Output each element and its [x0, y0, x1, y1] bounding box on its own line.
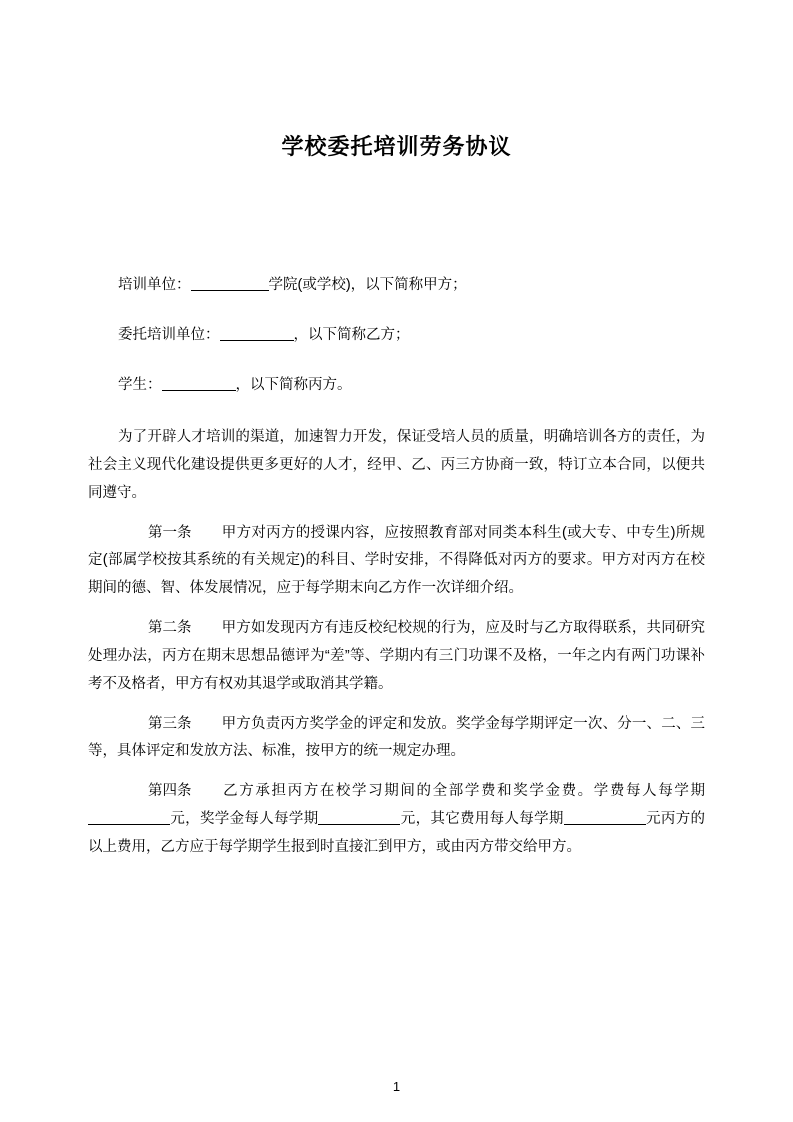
clause-four-blank-other-fees[interactable] [564, 824, 646, 825]
clause-four-text-1: 乙方承担丙方在校学习期间的全部学费和奖学金费。学费每人每学期 [221, 783, 705, 800]
party-blank-training-unit[interactable] [191, 290, 269, 291]
clause-one-number: 第一条 [148, 524, 192, 541]
party-blank-student[interactable] [162, 390, 236, 391]
clause-four [88, 778, 705, 861]
party-suffix-commissioning-unit: ，以下简称乙方； [293, 326, 410, 343]
party-label-student: 学生： [118, 376, 162, 393]
parties-block [88, 274, 705, 398]
clause-two [88, 615, 705, 698]
clause-four-number: 第四条 [148, 783, 192, 800]
clause-three [88, 711, 705, 767]
clause-one-text: 甲方对丙方的授课内容，应按照教育部对同类本科生(或大专、中专生)所规定(部属学校按其系统的有关规定)的科目、学时安排，不得降低对丙方的要求。甲方对丙方在校期间的德、智、体发展情况，应于每学期末向乙方作一次详细介绍。 [88, 524, 705, 597]
clause-four-text-2: 元，奖学金每人每学期 [170, 811, 319, 828]
clause-four-blank-tuition[interactable] [88, 824, 170, 825]
clause-four-blank-scholarship[interactable] [318, 824, 400, 825]
clause-one [88, 520, 705, 603]
page-number: 1 [392, 1079, 401, 1094]
preamble-paragraph: 为了开辟人才培训的渠道，加速智力开发，保证受培人员的质量，明确培训各方的责任，为社会主义现代化建设提供更多更好的人才，经甲、乙、丙三方协商一致，特订立本合同，以便共同遵守。 [88, 429, 705, 501]
party-label-training-unit: 培训单位： [118, 276, 191, 293]
party-line-training-unit [88, 274, 705, 297]
clause-three-text: 甲方负责丙方奖学金的评定和发放。奖学金每学期评定一次、分一、二、三等，具体评定和发放方法、标准，按甲方的统一规定办理。 [88, 715, 705, 760]
party-line-commissioning-unit [88, 324, 705, 347]
party-blank-commissioning-unit[interactable] [220, 340, 294, 341]
party-suffix-student: ，以下简称丙方。 [235, 376, 352, 393]
party-label-commissioning-unit: 委托培训单位： [118, 326, 220, 343]
party-line-student [88, 374, 705, 397]
clause-four-text-4: 元丙方的以上费用，乙方应于每学期学生报到时直接汇到甲方，或由丙方带交给甲方。 [88, 811, 706, 855]
clause-two-text: 甲方如发现丙方有违反校纪校规的行为，应及时与乙方取得联系，共同研究处理办法，丙方在期末思想品德评为“差”等、学期内有三门功课不及格，一年之内有两门功课补考不及格者，甲方有权劝其退学或取消其学籍。 [88, 620, 705, 692]
clause-two-number: 第二条 [148, 620, 192, 637]
clause-three-number: 第三条 [148, 715, 192, 732]
page-title: 学校委托培训劳务协议 [281, 134, 512, 159]
clause-four-text-3: 元，其它费用每人每学期 [400, 811, 564, 828]
party-suffix-training-unit: 学院(或学校)，以下简称甲方； [268, 276, 467, 293]
